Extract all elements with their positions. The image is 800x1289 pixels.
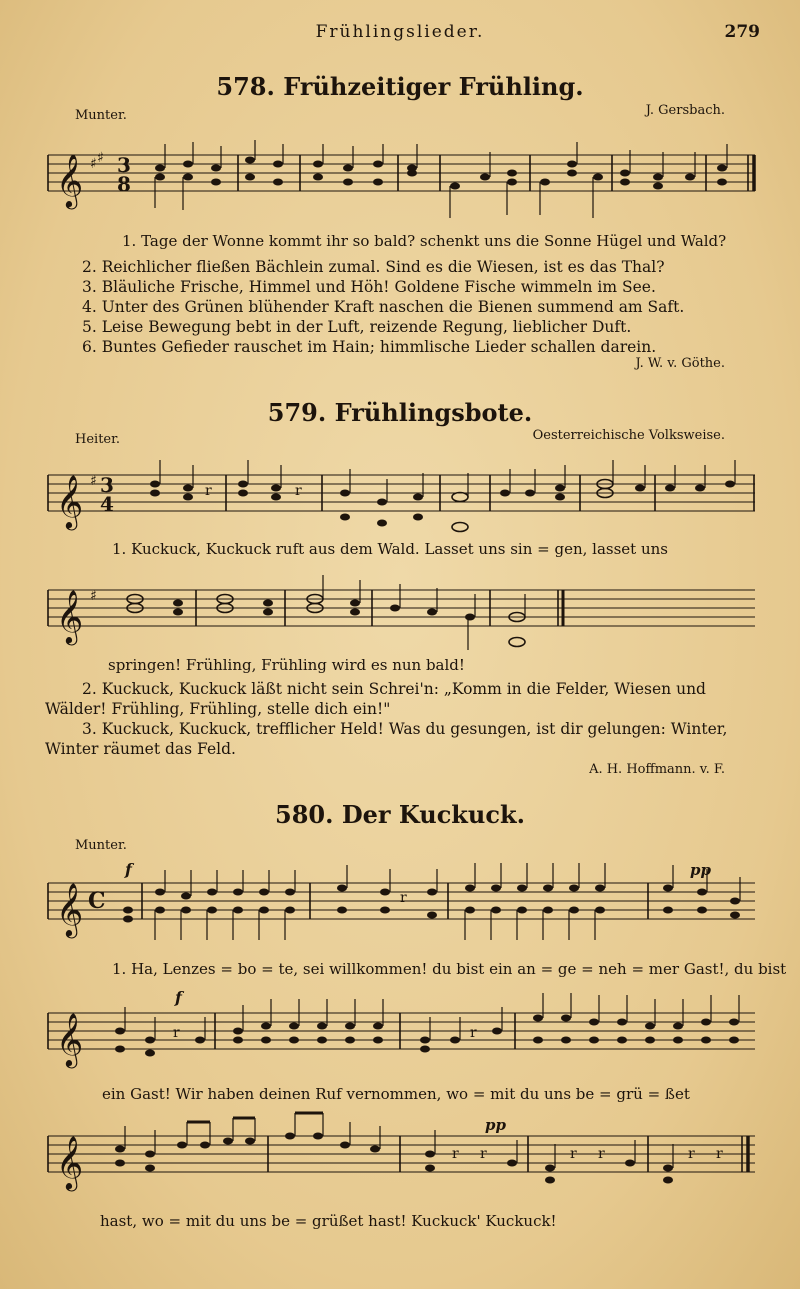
music-staff-580-a	[0, 855, 800, 960]
svg-text:C: C	[88, 888, 106, 914]
lyric-line-580-3: hast, wo = mit du uns be = grüßet hast! Kuckuck' Kuckuck!	[100, 1212, 557, 1230]
svg-text:r: r	[470, 1025, 477, 1041]
music-staff-579-b	[0, 570, 800, 660]
dynamic-pianissimo: pp	[690, 861, 711, 879]
verse-578-3: 3. Bläuliche Frische, Himmel und Höh! Goldene Fische wimmeln im See.	[82, 278, 656, 296]
tempo-580: Munter.	[75, 838, 127, 853]
lyric-line-580-2: ein Gast! Wir haben deinen Ruf vernommen, wo = mit du uns be = grü = ßet	[102, 1085, 690, 1103]
lyric-line-579-1: 1. Kuckuck, Kuckuck ruft aus dem Wald. Lasset uns sin = gen, lasset uns	[112, 540, 668, 558]
svg-text:𝄞: 𝄞	[56, 589, 84, 643]
song-title-578: 578. Frühzeitiger Frühling.	[216, 72, 584, 101]
svg-text:r: r	[688, 1146, 695, 1162]
svg-text:r: r	[452, 1146, 459, 1162]
dynamic-pianissimo-2: pp	[485, 1116, 506, 1134]
sharp-icon: ♯	[90, 473, 97, 489]
composer-579: Oesterreichische Volksweise.	[532, 428, 725, 443]
sharp-icon: ♯	[90, 156, 97, 172]
poet-579: A. H. Hoffmann. v. F.	[589, 762, 725, 777]
verse-579-2a: 2. Kuckuck, Kuckuck läßt nicht sein Schrei'n: „Komm in die Felder, Wiesen und	[82, 680, 706, 698]
verse-578-2: 2. Reichlicher fließen Bächlein zumal. Sind es die Wiesen, ist es das Thal?	[82, 258, 665, 276]
dynamic-forte-2: f	[175, 988, 182, 1007]
svg-text:r: r	[480, 1146, 487, 1162]
music-staff-578	[0, 130, 800, 230]
svg-text:r: r	[598, 1146, 605, 1162]
music-staff-579-a	[0, 455, 800, 545]
dynamic-forte: f	[125, 860, 132, 879]
svg-text:r: r	[400, 890, 407, 906]
svg-text:♯: ♯	[97, 150, 104, 166]
song-title-580: 580. Der Kuckuck.	[275, 800, 525, 829]
page-number: 279	[724, 22, 760, 42]
verse-578-6: 6. Buntes Gefieder rauschet im Hain; himmlische Lieder schallen darein.	[82, 338, 657, 356]
lyric-line-580-1: 1. Ha, Lenzes = bo = te, sei willkommen! du bist ein an = ge = neh = mer Gast!, du bist	[112, 960, 787, 978]
poet-578: J. W. v. Göthe.	[635, 356, 725, 371]
svg-text:r: r	[173, 1025, 180, 1041]
treble-clef-icon: 𝄞	[56, 474, 84, 528]
svg-text:𝄞: 𝄞	[56, 1135, 84, 1189]
tempo-578: Munter.	[75, 108, 127, 123]
composer-578: J. Gersbach.	[645, 103, 725, 118]
verse-578-4: 4. Unter des Grünen blühender Kraft naschen die Bienen summend am Saft.	[82, 298, 685, 316]
svg-text:r: r	[716, 1146, 723, 1162]
svg-text:r: r	[295, 483, 302, 499]
svg-text:3: 3	[100, 473, 114, 497]
song-title-579: 579. Frühlingsbote.	[267, 398, 533, 427]
treble-clef-icon: 𝄞	[56, 153, 84, 207]
staff-lines	[48, 155, 755, 191]
lyric-line-578: 1. Tage der Wonne kommt ihr so bald? schenkt uns die Sonne Hügel und Wald?	[122, 232, 727, 250]
notes	[155, 140, 754, 218]
svg-text:8: 8	[117, 172, 131, 196]
verse-579-3a: 3. Kuckuck, Kuckuck, trefflicher Held! Was du gesungen, ist dir gelungen: Winter,	[82, 720, 728, 738]
verse-579-3b: Winter räumet das Feld.	[45, 740, 236, 758]
verse-579-2b: Wälder! Frühling, Frühling, stelle dich ein!"	[45, 700, 391, 718]
lyric-line-579-2: springen! Frühling, Frühling wird es nun bald!	[108, 656, 465, 674]
running-title: Frühlingslieder.	[315, 22, 485, 42]
svg-text:𝄞: 𝄞	[56, 1012, 84, 1066]
svg-text:r: r	[205, 483, 212, 499]
svg-text:𝄞: 𝄞	[56, 882, 84, 936]
svg-text:3: 3	[117, 153, 131, 177]
tempo-579: Heiter.	[75, 432, 121, 447]
svg-text:r: r	[570, 1146, 577, 1162]
music-staff-580-b	[0, 985, 800, 1090]
music-staff-580-c	[0, 1108, 800, 1213]
verse-578-5: 5. Leise Bewegung bebt in der Luft, reizende Regung, lieblicher Duft.	[82, 318, 632, 336]
svg-text:♯: ♯	[90, 588, 97, 604]
svg-text:4: 4	[100, 492, 114, 516]
